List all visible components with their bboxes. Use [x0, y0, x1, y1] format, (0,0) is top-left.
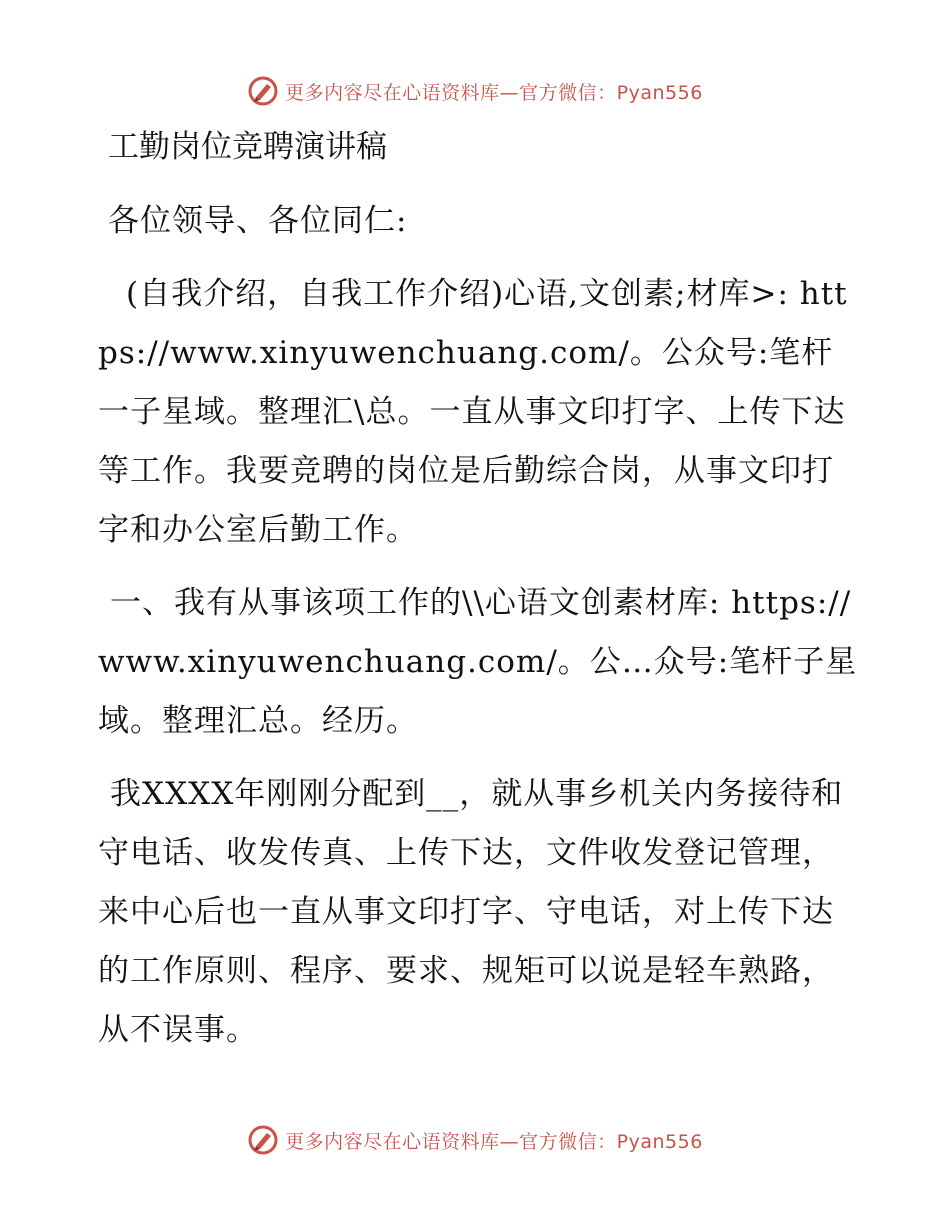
paragraph-3: 我XXXX年刚刚分配到__，就从事乡机关内务接待和守电话、收发传真、上传下达，文件收发登记管理，来中心后也一直从事文印打字、守电话，对上传下达的工作原则、程序、要求、规矩可以说是轻车熟路，从不误事。 [98, 776, 844, 1048]
document-title: 工勤岗位竞聘演讲稿 [108, 129, 387, 165]
paragraph-2: 一、我有从事该项工作的\\心语文创素材库: https://www.xinyuwenchuang.com/。公…众号:笔杆子星域。整理汇总。经历。 [98, 585, 858, 739]
header-banner [0, 71, 950, 111]
pen-in-circle-logo-icon [247, 1124, 279, 1156]
footer-banner [0, 1120, 950, 1160]
paragraph-1: (自我介绍，自我工作介绍)心语,文创素;材库>: https://www.xinyuwenchuang.com/。公众号:笔杆一子星域。整理汇\总。一直从事文印打字、上传下达等工作。我要竞聘的岗位是后勤综合岗，从事文印打字和办公室后勤工作。 [98, 276, 848, 548]
greeting-line: 各位领导、各位同仁: [108, 203, 408, 239]
banner-text: 更多内容尽在心语资料库—官方微信：Pyan556 [285, 1130, 703, 1153]
pen-in-circle-logo-icon [247, 75, 279, 107]
banner-text: 更多内容尽在心语资料库—官方微信：Pyan556 [285, 81, 703, 104]
document-body [98, 122, 858, 1074]
